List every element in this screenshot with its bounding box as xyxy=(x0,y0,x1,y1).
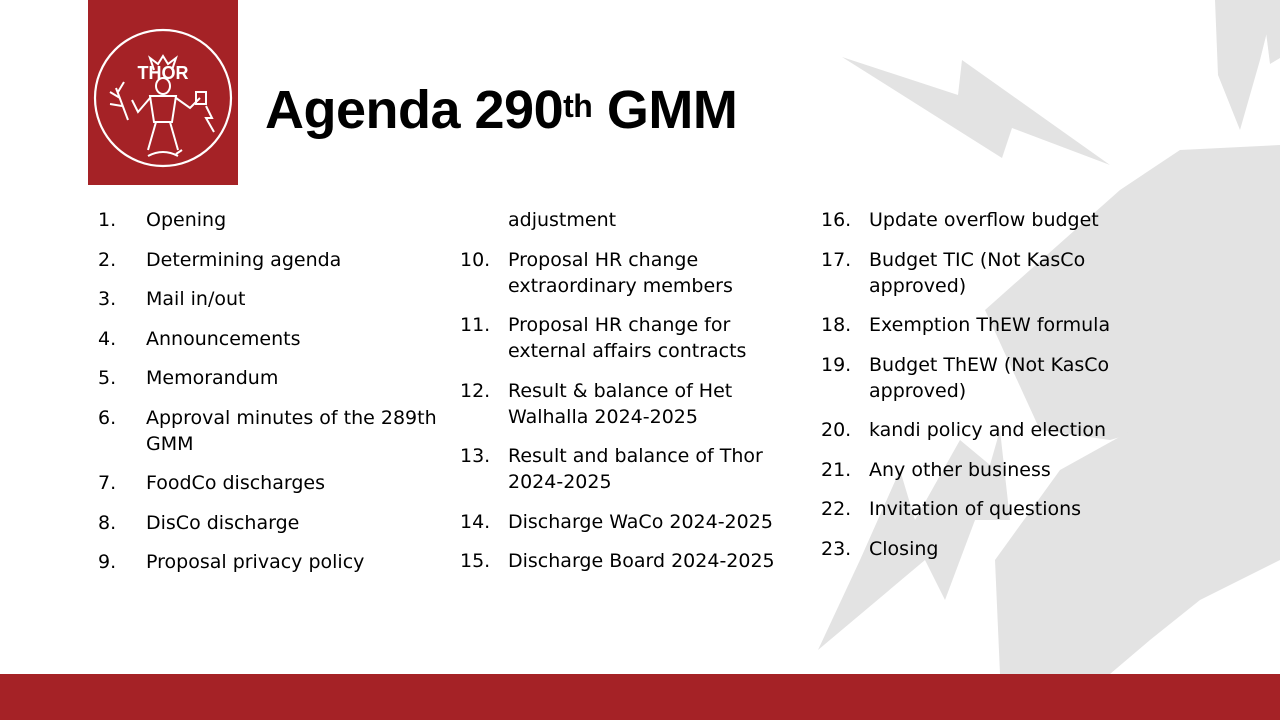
agenda-item xyxy=(98,286,453,312)
title-suffix: GMM xyxy=(592,80,738,140)
item-text: Exemption ThEW formula xyxy=(869,314,1111,336)
item-number: 18. xyxy=(821,314,852,336)
item-number: 23. xyxy=(821,537,852,560)
agenda-item xyxy=(98,207,453,233)
agenda-item xyxy=(98,549,453,575)
item-number: 14. xyxy=(460,510,491,533)
agenda-item xyxy=(460,509,795,535)
page-title xyxy=(265,72,737,148)
item-text: Discharge Board 2024-2025 xyxy=(508,550,775,572)
agenda-item xyxy=(821,536,1141,562)
item-number: 9. xyxy=(98,551,117,573)
agenda-item xyxy=(821,207,1141,233)
item-number: 12. xyxy=(460,379,491,402)
agenda-column-2 xyxy=(460,207,795,588)
item-text: Budget TIC (Not KasCo approved) xyxy=(869,248,1086,297)
item-text: Update overflow budget xyxy=(869,209,1099,231)
agenda-item xyxy=(821,457,1141,483)
item-number: 19. xyxy=(821,353,852,376)
agenda-item xyxy=(98,326,453,352)
agenda-item xyxy=(98,247,453,273)
agenda-item xyxy=(821,247,1141,299)
agenda-item xyxy=(98,470,453,496)
agenda-item xyxy=(821,312,1141,338)
agenda-item xyxy=(98,510,453,536)
item-text: Determining agenda xyxy=(146,248,342,271)
item-number: 15. xyxy=(460,550,491,572)
item-continuation: adjustment xyxy=(508,209,617,231)
item-number: 10. xyxy=(460,248,491,271)
item-number: 5. xyxy=(98,367,117,389)
item-number: 13. xyxy=(460,445,491,467)
item-number: 20. xyxy=(821,419,852,441)
agenda-item xyxy=(98,365,453,391)
agenda-item xyxy=(821,496,1141,522)
item-text: Mail in/out xyxy=(146,288,246,310)
item-text: Memorandum xyxy=(146,367,279,389)
item-text: Closing xyxy=(869,537,939,560)
item-number: 21. xyxy=(821,458,852,481)
item-number: 6. xyxy=(98,406,117,429)
item-text: Proposal HR change for external affairs contracts xyxy=(508,314,747,362)
agenda-column-1 xyxy=(98,207,453,589)
item-number: 22. xyxy=(821,498,852,520)
agenda-item xyxy=(460,247,795,299)
item-number: 2. xyxy=(98,248,117,271)
item-number: 4. xyxy=(98,327,117,350)
item-text: Announcements xyxy=(146,327,301,350)
agenda-item xyxy=(821,352,1141,404)
agenda-column-3 xyxy=(821,207,1141,575)
item-text: Approval minutes of the 289th GMM xyxy=(146,406,437,455)
item-number: 8. xyxy=(98,511,117,534)
item-text: Opening xyxy=(146,209,227,231)
item-text: Proposal privacy policy xyxy=(146,551,365,573)
item-number: 3. xyxy=(98,288,117,310)
logo-wordmark: THOR xyxy=(137,63,189,83)
item-text: Result and balance of Thor 2024-2025 xyxy=(508,445,763,493)
item-text: Any other business xyxy=(869,458,1051,481)
item-text: FoodCo discharges xyxy=(146,472,325,494)
item-number: 16. xyxy=(821,209,852,231)
agenda-item xyxy=(460,443,795,495)
item-text: Proposal HR change extraordinary members xyxy=(508,248,733,297)
item-text: Result & balance of Het Walhalla 2024-2025 xyxy=(508,379,733,428)
agenda-item xyxy=(460,548,795,574)
item-text: Budget ThEW (Not KasCo approved) xyxy=(869,353,1110,402)
thor-logo xyxy=(88,0,238,185)
title-main: Agenda 290 xyxy=(265,80,564,140)
item-text: DisCo discharge xyxy=(146,511,300,534)
item-number: 7. xyxy=(98,472,117,494)
agenda-item xyxy=(821,417,1141,443)
item-text: Discharge WaCo 2024-2025 xyxy=(508,510,773,533)
item-text: kandi policy and election xyxy=(869,419,1106,441)
title-superscript: th xyxy=(563,88,593,124)
agenda-item xyxy=(460,312,795,364)
footer-bar xyxy=(0,674,1280,720)
item-text: Invitation of questions xyxy=(869,498,1082,520)
item-number: 1. xyxy=(98,209,117,231)
agenda-item xyxy=(460,378,795,430)
item-number: 17. xyxy=(821,248,852,271)
item-number: 11. xyxy=(460,314,491,336)
agenda-item xyxy=(98,405,453,457)
